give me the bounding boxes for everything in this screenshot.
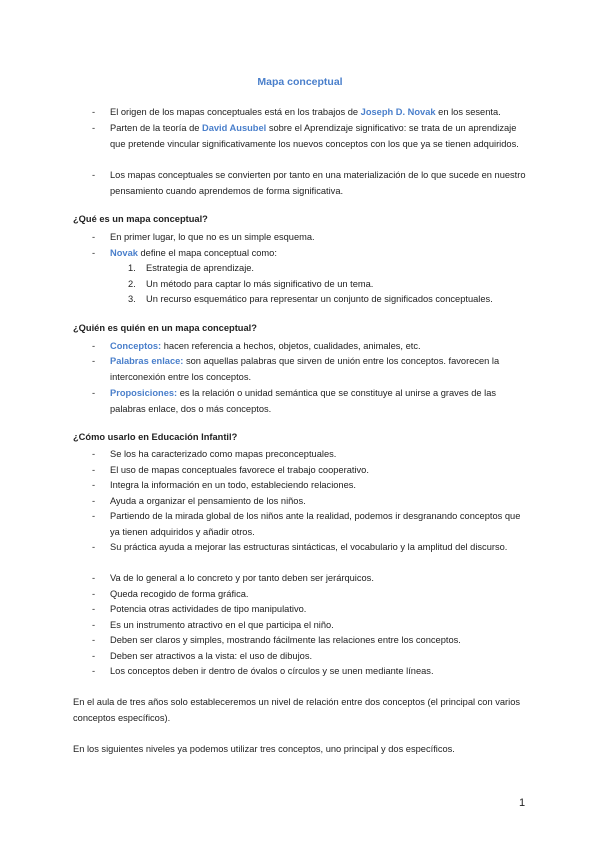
bullet-dash: - <box>92 388 96 398</box>
bullet-dash: - <box>92 589 96 599</box>
bullet-dash: - <box>92 604 96 614</box>
bullet-dash: - <box>92 123 96 133</box>
page-title: Mapa conceptual <box>257 76 343 88</box>
bullet-dash: - <box>92 635 96 645</box>
section-heading-what: ¿Qué es un mapa conceptual? <box>73 214 208 224</box>
intro-text-3: Los mapas conceptuales se convierten por tanto en una materialización de lo que sucede en nuestro pensamiento cuando aprendemos de forma significativa. <box>110 170 526 196</box>
bullet-dash: - <box>92 170 96 180</box>
paragraph-next-levels: En los siguientes niveles ya podemos utilizar tres conceptos, uno principal y dos específicos. <box>73 744 455 754</box>
bullet-dash: - <box>92 232 96 242</box>
paragraph-three-years: En el aula de tres años solo estableceremos un nivel de relación entre dos conceptos (el principal con varios conceptos específicos). <box>73 697 521 723</box>
bullet-dash: - <box>92 356 96 366</box>
bullet-dash: - <box>92 107 96 117</box>
section-heading-how: ¿Cómo usarlo en Educación Infantil? <box>73 432 238 442</box>
page-number: 1 <box>519 797 526 809</box>
bullet-dash: - <box>92 620 96 630</box>
bullet-dash: - <box>92 480 96 490</box>
bullet-dash: - <box>92 651 96 661</box>
bullet-dash: - <box>92 465 96 475</box>
bullet-dash: - <box>92 542 96 552</box>
bullet-dash: - <box>92 449 96 459</box>
bullet-dash: - <box>92 248 96 258</box>
intro-text-2: Parten de la teoría de David Ausubel sobre el Aprendizaje significativo: se trata de un aprendizaje que pretende vincular significativamente los nuevos conceptos con los que ya se tienen adquiridos. <box>110 123 519 149</box>
bullet-dash: - <box>92 666 96 676</box>
bullet-dash: - <box>92 496 96 506</box>
bullet-dash: - <box>92 511 96 521</box>
bullet-dash: - <box>92 341 96 351</box>
document-page: Mapa conceptual - El origen de los mapas conceptuales está en los trabajos de Joseph D. Novak en los sesenta. - Parten de la teoría de David Ausubel sobre el Aprendizaje significativo: se trata de un aprendizaje que pretende vincular significativamente los nuevos conceptos con los que ya se tienen adquiridos. - Los mapas conceptuales se convierten por tanto en una materialización de lo que sucede en nuestro pensamiento cuando aprendemos de forma significativa. ¿Qué es un mapa conceptual? - En primer lugar, lo que no es un simple esquema. - Novak define el mapa conceptual como: 1. Estrategia de aprendizaje. 2. Un método para captar lo más significativo de un tema. 3. Un recurso esquemático para representar un conjunto de significados conceptuales. ¿Quién es quién en un mapa conceptual? - Conceptos: hacen referencia a hechos, objetos, cualidades, animales, etc. - Palabras enlace: son aquellas palabras que sirven de unión entre los conceptos. favorecen la interconexión entre los conceptos. - Proposiciones: es la relación o unidad semántica que se constituye al unirse a graves de las palabras enlace, dos o más conceptos. ¿Cómo usarlo en Educación Infantil? - Se los ha caracterizado como mapas preconceptuales. - El uso de mapas conceptuales favorece el trabajo cooperativo. - Integra la información en un todo, estableciendo relaciones. - Ayuda a organizar el pensamiento de los niños. - Partiendo de la mirada global de los niños ante la realidad, podemos ir desgranando conceptos que ya tienen adquiridos y añadir otros. - Su práctica ayuda a mejorar las estructuras sintácticas, el vocabulario y la amplitud del discurso. - Va de lo general a lo concreto y por tanto deben ser jerárquicos. - Queda recogido de forma gráfica. - Potencia otras actividades de tipo manipulativo. - Es un instrumento atractivo en el que participa el niño. - Deben ser claros y simples, mostrando fácilmente las relaciones entre los conceptos. - Deben ser atractivos a la vista: el uso de dibujos. - Los conceptos deben ir dentro de óvalos o círculos y se unen mediante líneas. En el aula de tres años solo estableceremos un nivel de relación entre dos conceptos (el principal con varios conceptos específicos). En los siguientes niveles ya podemos utilizar tres conceptos, uno principal y dos específicos. 1 <box>0 0 600 848</box>
bullet-dash: - <box>92 573 96 583</box>
section-heading-who: ¿Quién es quién en un mapa conceptual? <box>73 323 257 333</box>
intro-text-1: El origen de los mapas conceptuales está en los trabajos de Joseph D. Novak en los sesenta. <box>110 107 501 117</box>
